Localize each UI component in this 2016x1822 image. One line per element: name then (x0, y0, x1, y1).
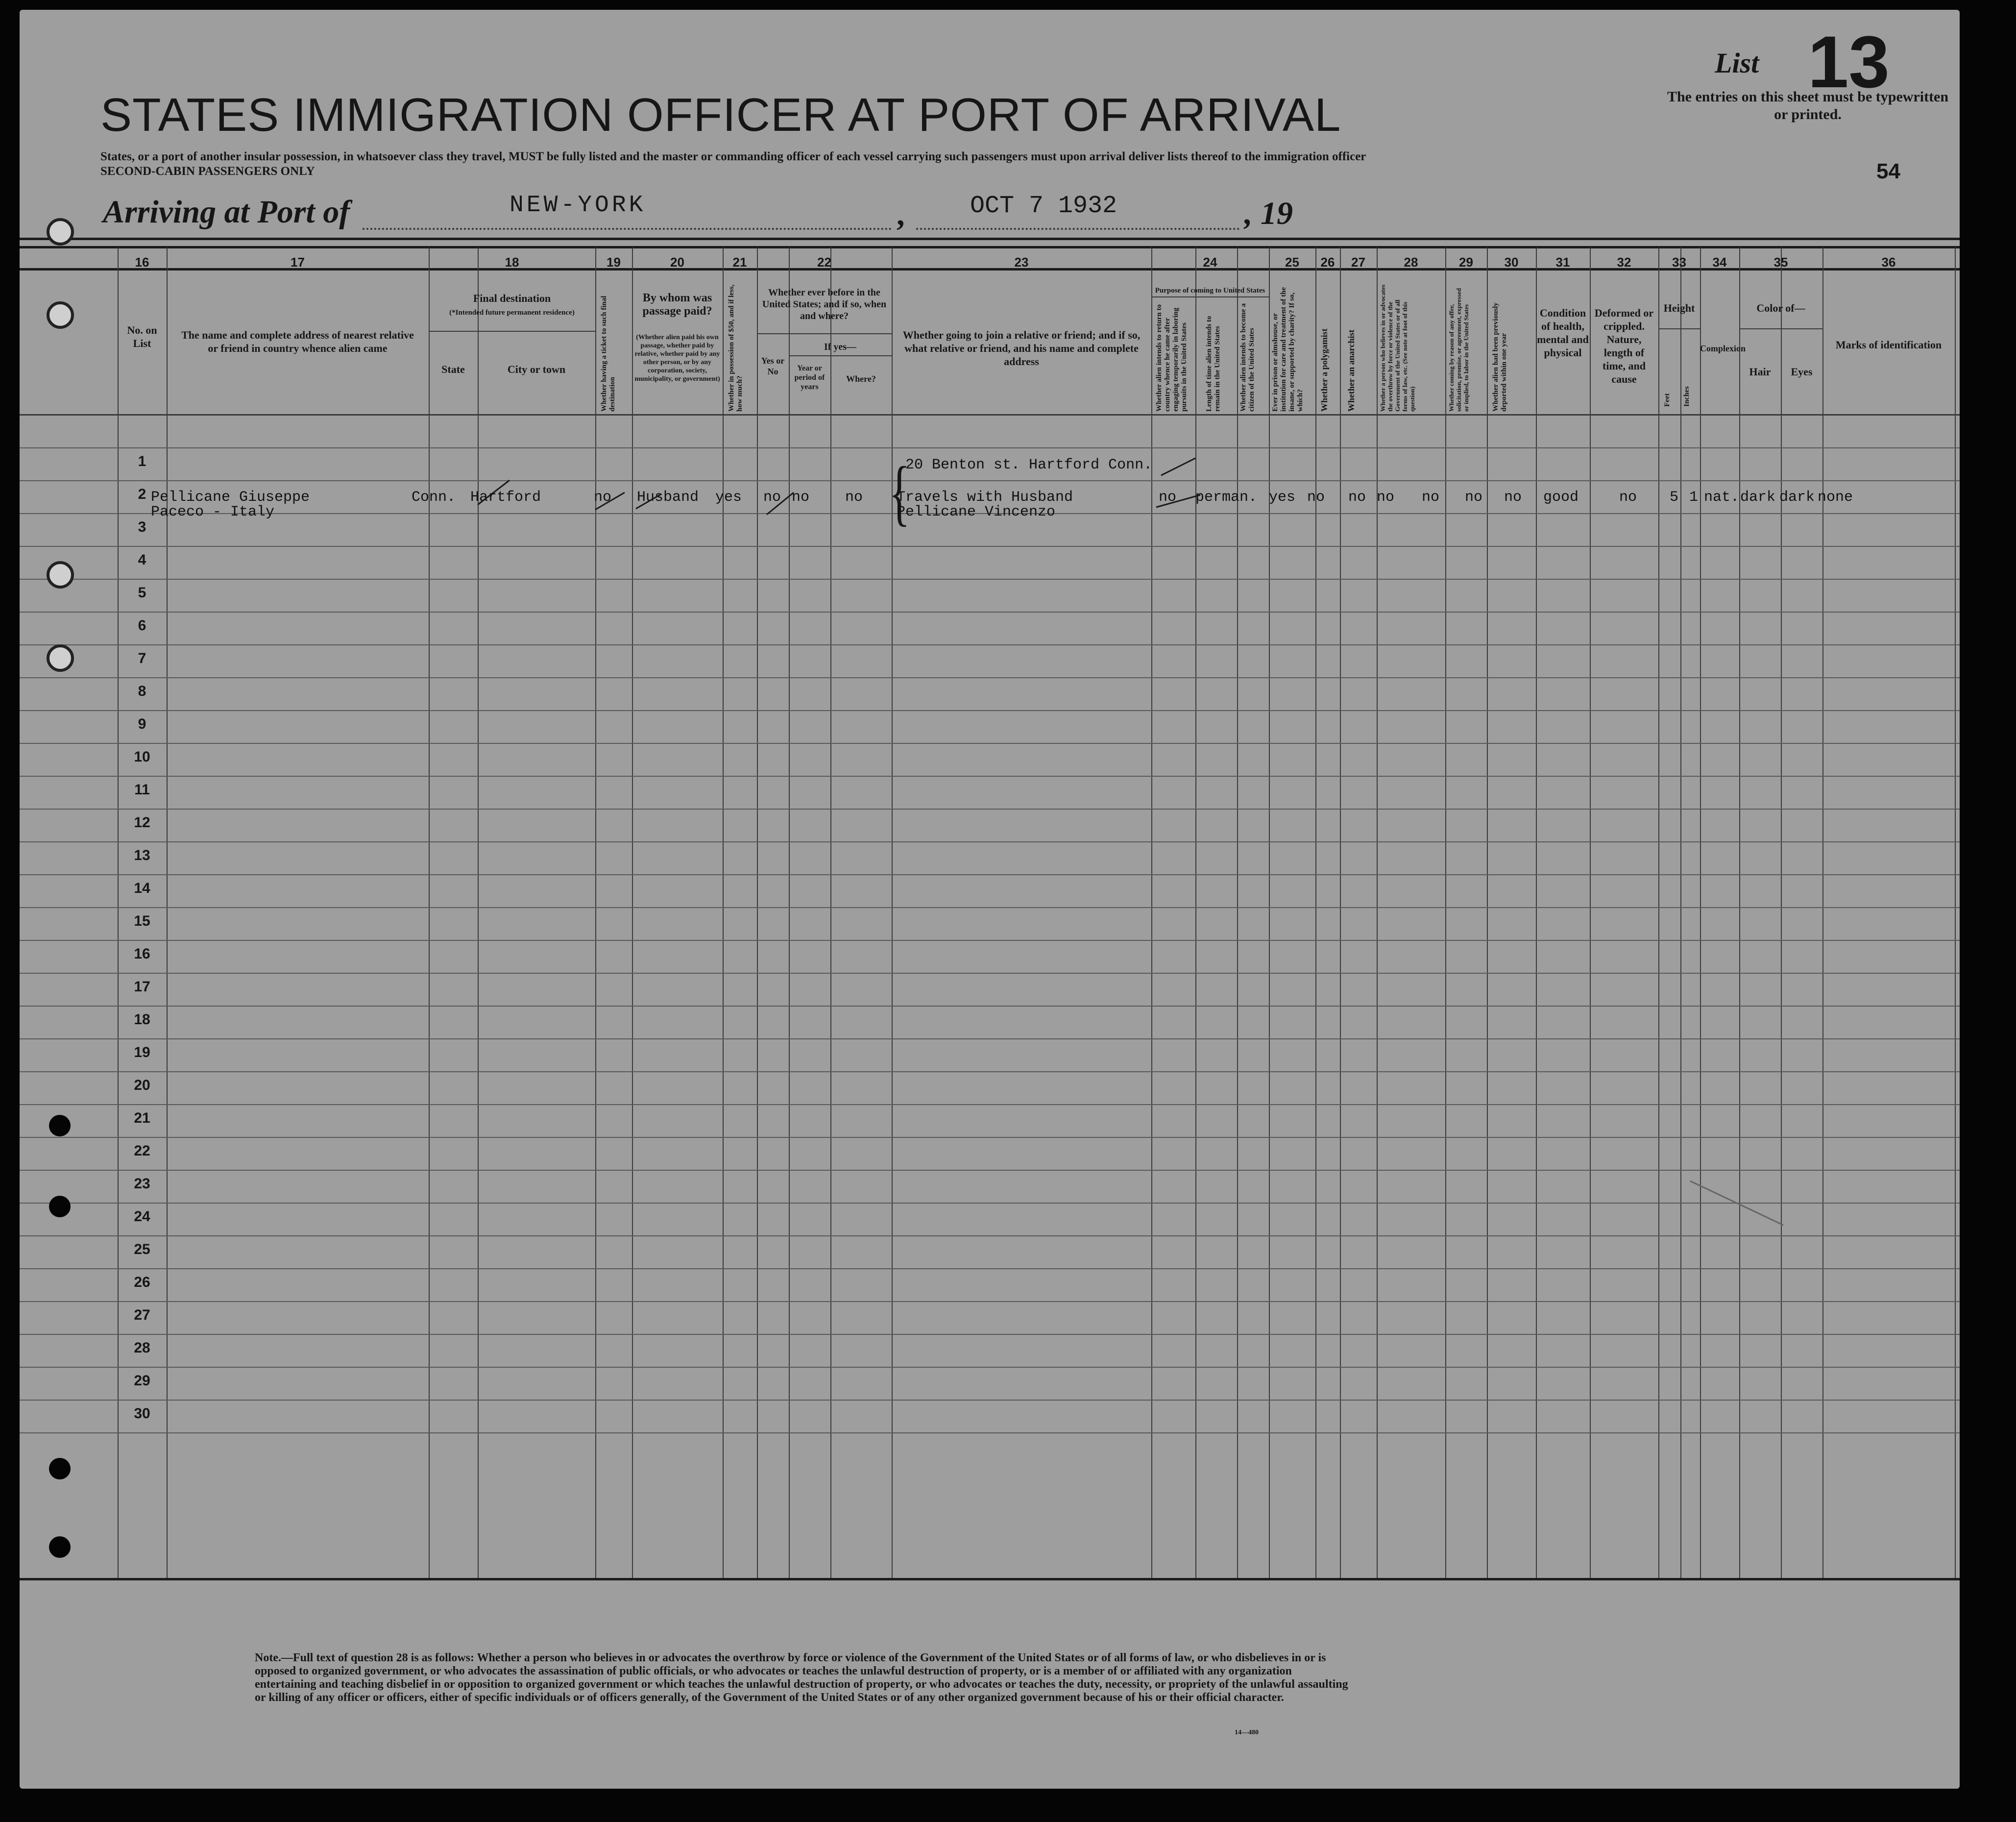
entry-q29: no (1465, 489, 1483, 506)
binder-hole (49, 1458, 71, 1479)
year-prefix-value: 19 (1261, 196, 1293, 231)
col-num-28: 28 (1404, 255, 1418, 270)
col-num-16: 16 (135, 255, 149, 270)
entry-deformed: no (1619, 489, 1637, 506)
header-ticket: Whether having a ticket to such final destination (600, 295, 616, 412)
header-passage-paid-note: (Whether alien paid his own passage, whether paid by relative, whether paid by any other person, or by any corporation, society, municipality, or government) (634, 334, 720, 383)
entry-q25: no (1307, 489, 1325, 506)
entry-city: Hartford (470, 489, 541, 506)
header-final-destination-note: (*Intended future permanent residence) (449, 309, 575, 317)
col-num-20: 20 (670, 255, 684, 270)
entry-year: no (792, 489, 810, 506)
entry-inches: 1 (1689, 489, 1699, 506)
col-num-27: 27 (1351, 255, 1365, 270)
row-number: 22 (134, 1143, 150, 1159)
entry-before: no (763, 489, 781, 506)
comma: , (897, 197, 905, 232)
header-condition: Condition of health, mental and physical (1537, 307, 1589, 359)
col-num-26: 26 (1320, 255, 1335, 270)
binder-hole (47, 218, 74, 246)
row-number: 4 (138, 552, 146, 568)
entry-relative-address: Paceco - Italy (151, 504, 275, 520)
entry-brace: { (889, 452, 910, 533)
row-number: 18 (134, 1011, 150, 1028)
entry-health: good (1543, 489, 1579, 506)
entry-q27: no (1377, 489, 1395, 506)
arrival-date: OCT 7 1932 (970, 192, 1117, 220)
header-marks: Marks of identification (1835, 339, 1942, 351)
header-complexion: Complexion (1700, 344, 1746, 353)
col-num-30: 30 (1504, 255, 1519, 270)
row-number: 20 (134, 1077, 150, 1093)
entry-citizen: yes (1269, 489, 1296, 506)
binder-hole (47, 561, 74, 589)
entry-q30: no (1504, 489, 1522, 506)
entry-where: no (845, 489, 863, 506)
arrival-port: NEW-YORK (510, 192, 646, 219)
row-number: 3 (138, 519, 146, 535)
col-num-22: 22 (817, 255, 831, 270)
binder-hole (49, 1536, 71, 1558)
header-deformed: Deformed or crippled. Nature, length of time, and cause (1594, 307, 1654, 385)
row-number: 10 (134, 749, 150, 765)
header-where: Where? (846, 374, 876, 384)
row-number: 5 (138, 585, 146, 601)
form-number: 14—480 (1235, 1729, 1259, 1736)
entry-join-relation: Travels with Husband (897, 489, 1073, 506)
header-q30: Whether alien had been previously deported within one year (1492, 302, 1508, 412)
check-mark (1156, 495, 1200, 507)
col-num-33: 33 (1672, 255, 1686, 270)
col-num-25: 25 (1285, 255, 1299, 270)
entry-money: yes (715, 489, 742, 506)
entry-feet: 5 (1670, 489, 1679, 506)
col-num-17: 17 (291, 255, 305, 270)
entry-relative-name: Pellicane Giuseppe (151, 489, 310, 506)
col-num-29: 29 (1459, 255, 1473, 270)
header-inches: Inches (1683, 386, 1691, 407)
header-height: Height (1663, 302, 1695, 314)
row-number: 16 (134, 946, 150, 962)
header-if-yes: If yes— (824, 342, 857, 352)
header-hair: Hair (1749, 366, 1771, 378)
entry-eyes: dark (1779, 489, 1815, 506)
header-city: City or town (507, 363, 566, 375)
binder-hole (47, 301, 74, 329)
header-passage-paid: By whom was passage paid? (642, 292, 712, 318)
row-number: 13 (134, 847, 150, 863)
row-number: 24 (134, 1208, 150, 1225)
row-number: 21 (134, 1110, 150, 1126)
row-number: 26 (134, 1274, 150, 1290)
row-number: 1 (138, 453, 146, 469)
header-q29: Whether coming by reason of any offer, solicitation, promise, or agreement, expressed or implied, to labor in the United States (1448, 288, 1470, 412)
check-mark (1161, 458, 1195, 475)
row-number: 7 (138, 650, 146, 666)
row-number: 25 (134, 1241, 150, 1257)
subtitle-line-1: States, or a port of another insular possession, in whatsoever class they travel, MUST be fully listed and the master or commanding officer of each vessel carrying such passengers must upon arrival deliver lists thereof to the immigration officer (100, 150, 1366, 163)
entry-ticket: no (594, 489, 612, 506)
entry-q26: no (1348, 489, 1366, 506)
row-number: 19 (134, 1044, 150, 1060)
entry-complexion: nat. (1704, 489, 1740, 506)
col-num-35: 35 (1773, 255, 1788, 270)
row-number: 29 (134, 1373, 150, 1389)
header-year-period: Year or period of years (794, 364, 825, 391)
header-purpose: Purpose of coming to United States (1155, 287, 1265, 295)
page-title: STATES IMMIGRATION OFFICER AT PORT OF ARRIVAL (100, 89, 1341, 141)
binder-hole (49, 1196, 71, 1217)
header-polygamist: Whether a polygamist (1319, 328, 1329, 412)
header-citizen: Whether alien intends to become a citizen of the United States (1239, 303, 1256, 412)
typewritten-note: The entries on this sheet must be typewritten or printed. (1667, 89, 1949, 123)
entry-purpose-b: perman. (1195, 489, 1258, 506)
entry-passage: Husband (637, 489, 699, 506)
header-nearest-relative: The name and complete address of nearest relative or friend in country whence alien came (181, 329, 414, 354)
row-number: 2 (138, 486, 146, 502)
entry-marks: none (1818, 489, 1853, 506)
header-final-destination: Final destination (473, 292, 551, 304)
header-eyes: Eyes (1791, 366, 1813, 378)
manifest-sheet (20, 10, 1960, 1789)
arriving-label: Arriving at Port of (103, 194, 350, 230)
header-color-of: Color of— (1756, 302, 1805, 314)
col-num-18: 18 (505, 255, 519, 270)
row-number: 15 (134, 913, 150, 929)
list-number: 13 (1808, 21, 1890, 103)
row-number: 28 (134, 1340, 150, 1356)
header-q28: Whether a person who believes in or advocates the overthrow by force or violence of the Government of the United States or of all forms of law, etc. (See note at foot of this question) (1379, 284, 1416, 412)
check-mark (478, 480, 510, 505)
col-num-34: 34 (1712, 255, 1727, 270)
col-num-31: 31 (1555, 255, 1570, 270)
row-number: 8 (138, 683, 146, 699)
header-before-us: Whether ever before in the United States; and if so, when and where? (762, 287, 887, 321)
entry-hair: dark (1740, 489, 1776, 506)
entry-state: Conn. (412, 489, 456, 506)
col-num-21: 21 (732, 255, 747, 270)
row-number: 9 (138, 716, 146, 732)
header-purpose-a: Whether alien intends to return to country whence he came after engaging temporarily in laboring pursuits in the United States (1155, 304, 1188, 412)
handwritten-check-marks (20, 10, 1960, 1789)
col-num-32: 32 (1617, 255, 1631, 270)
row-number: 27 (134, 1307, 150, 1323)
col-num-23: 23 (1014, 255, 1029, 270)
header-feet: Feet (1663, 393, 1671, 407)
header-joining: Whether going to join a relative or friend; and if so, what relative or friend, and his name and complete address (902, 329, 1141, 368)
check-mark (767, 492, 794, 515)
header-yes-or-no: Yes or No (761, 356, 785, 376)
col-num-19: 19 (607, 255, 621, 270)
header-money: Whether in possession of $50, and if less, how much? (728, 284, 744, 412)
entry-q28: no (1422, 489, 1440, 506)
binder-hole (47, 644, 74, 672)
year-prefix: , 19 (1244, 196, 1293, 231)
row-number: 14 (134, 880, 150, 896)
col-num-36: 36 (1881, 255, 1896, 270)
row-number: 23 (134, 1176, 150, 1192)
col-num-24: 24 (1203, 255, 1217, 270)
check-mark (636, 494, 661, 509)
header-anarchist: Whether an anarchist (1346, 329, 1356, 412)
page-number: 54 (1876, 159, 1900, 183)
row-number: 6 (138, 617, 146, 634)
header-state: State (441, 363, 465, 375)
row-number: 17 (134, 979, 150, 995)
entry-join-address: 20 Benton st. Hartford Conn. (905, 457, 1153, 473)
check-mark (595, 492, 625, 510)
header-prison: Ever in prison or almshouse, or institution for care and treatment of the insane, or supported by charity? If so, which? (1271, 287, 1304, 412)
row-number: 12 (134, 814, 150, 831)
entry-join-name: Pellicane Vincenzo (897, 504, 1056, 520)
entry-purpose-a: no (1159, 489, 1177, 506)
row-number: 11 (134, 782, 150, 798)
header-no-on-list: No. on List (127, 324, 157, 349)
pencil-stroke (1690, 1181, 1783, 1225)
list-label: List (1715, 47, 1759, 79)
binder-hole (49, 1115, 71, 1136)
subtitle-line-2: SECOND-CABIN PASSENGERS ONLY (100, 165, 315, 178)
footnote-question-28: Note.—Full text of question 28 is as follows: Whether a person who believes in or advocates the overthrow by force or violence of the Government of the United States or of all forms of law, or who disbelieves in or is opposed to organized government, or who advocates the assassination of public officials, or who advocates or teaches the unlawful destruction of property, or is a member of or affiliated with any organization entertaining and teaching disbelief in or opposition to organized government or which teaches the unlawful destruction of property, or who advocates or teaches the duty, necessity, or propriety of the unlawful assaulting or killing of any officer or officers, either of specific individuals or of officers generally, of the Government of the United States or of any other organized government because of his or their official character. (255, 1651, 1348, 1704)
header-purpose-b: Length of time alien intends to remain in the United States (1205, 316, 1221, 412)
row-number: 30 (134, 1405, 150, 1422)
